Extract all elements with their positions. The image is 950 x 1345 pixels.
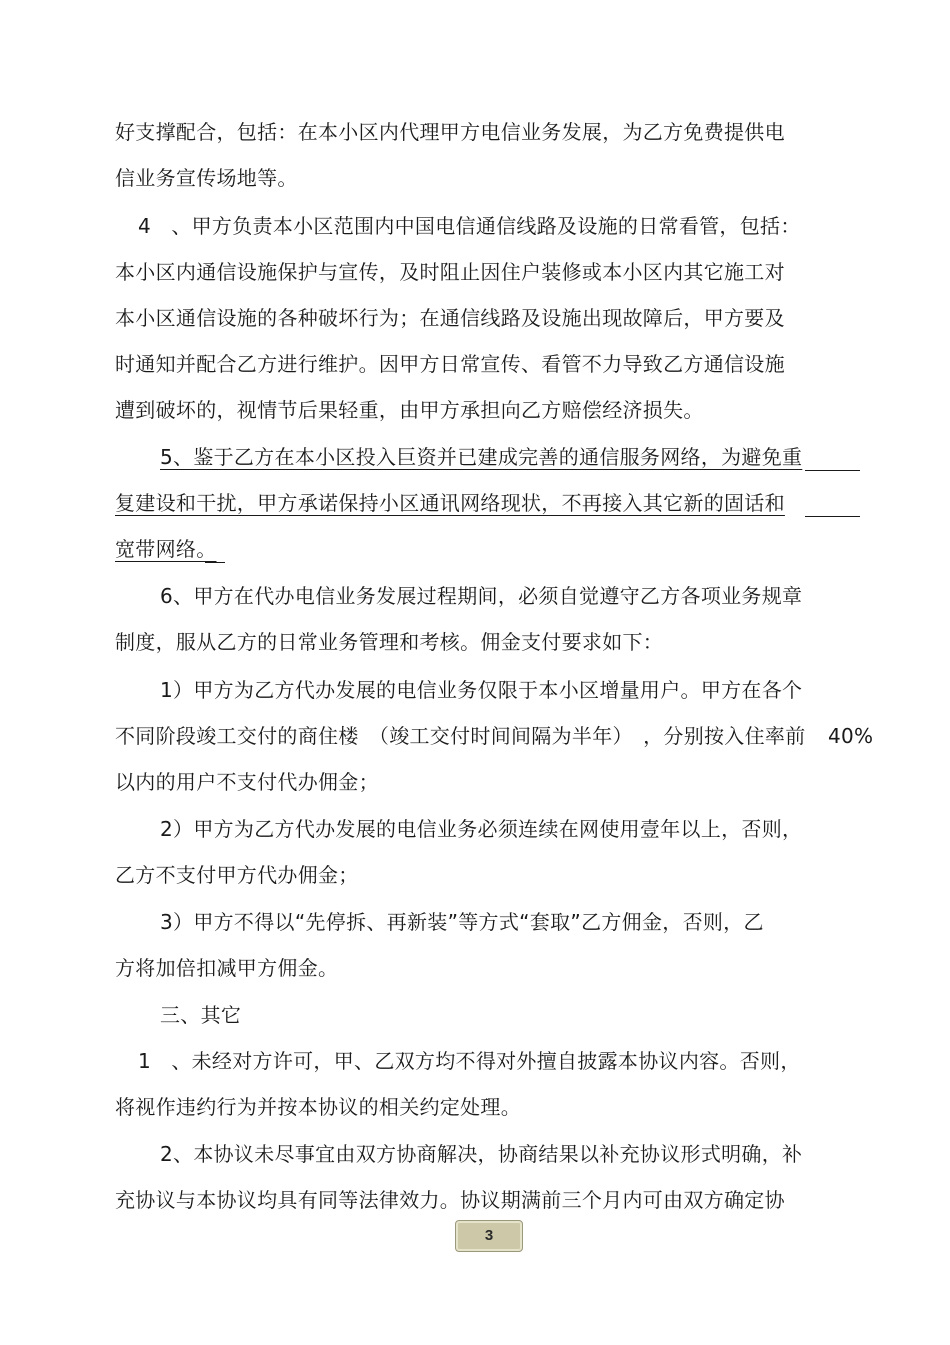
body-line: 制度，服从乙方的日常业务管理和考核。佣金支付要求如下： <box>115 630 664 654</box>
percentage-value: 40% <box>828 724 874 748</box>
body-line: 以内的用户不支付代办佣金； <box>115 770 379 794</box>
section-heading: 三、其它 <box>160 1003 242 1027</box>
clause-4-line: 4 、甲方负责本小区范围内中国电信通信线路及设施的日常看管，包括： <box>138 214 801 238</box>
body-line: 本小区内通信设施保护与宣传，及时阻止因住户装修或本小区内其它施工对 <box>115 260 785 284</box>
body-line: 方将加倍扣减甲方佣金。 <box>115 956 339 980</box>
other-clause-2-line: 2、本协议未尽事宜由双方协商解决，协商结果以补充协议形式明确，补 <box>160 1142 803 1166</box>
item-3-line: 3）甲方不得以“先停拆、再新装”等方式“套取”乙方佣金，否则，乙 <box>160 910 764 934</box>
body-line: 遭到破坏的，视情节后果轻重，由甲方承担向乙方赔偿经济损失。 <box>115 398 704 422</box>
underline-extension <box>805 470 860 471</box>
underline-extension <box>205 562 225 563</box>
body-line: 乙方不支付甲方代办佣金； <box>115 863 359 887</box>
body-line: 将视作违约行为并按本协议的相关约定处理。 <box>115 1095 521 1119</box>
underlined-line: 复建设和干扰，甲方承诺保持小区通讯网络现状，不再接入其它新的固话和 <box>115 491 785 515</box>
body-line: 本小区通信设施的各种破坏行为；在通信线路及设施出现故障后，甲方要及 <box>115 306 785 330</box>
underlined-line: 宽带网络。 <box>115 537 217 561</box>
body-line: 不同阶段竣工交付的商住楼 （竣工交付时间间隔为半年） ，分别按入住率前 <box>115 724 806 748</box>
underlined-clause-5-line: 5、鉴于乙方在本小区投入巨资并已建成完善的通信服务网络，为避免重 <box>160 445 803 469</box>
clause-6-line: 6、甲方在代办电信业务发展过程期间，必须自觉遵守乙方各项业务规章 <box>160 584 803 608</box>
other-clause-1-line: 1 、未经对方许可，甲、乙双方均不得对外擅自披露本协议内容。否则， <box>138 1049 801 1073</box>
page-number-badge: 3 <box>455 1220 523 1252</box>
body-line: 充协议与本协议均具有同等法律效力。协议期满前三个月内可由双方确定协 <box>115 1188 785 1212</box>
item-2-line: 2）甲方为乙方代办发展的电信业务必须连续在网使用壹年以上，否则， <box>160 817 803 841</box>
body-line: 时通知并配合乙方进行维护。因甲方日常宣传、看管不力导致乙方通信设施 <box>115 352 785 376</box>
body-line: 好支撑配合，包括：在本小区内代理甲方电信业务发展，为乙方免费提供电 <box>115 120 785 144</box>
body-line: 信业务宣传场地等。 <box>115 166 298 190</box>
underline-extension <box>805 516 860 517</box>
item-1-line: 1）甲方为乙方代办发展的电信业务仅限于本小区增量用户。甲方在各个 <box>160 678 803 702</box>
